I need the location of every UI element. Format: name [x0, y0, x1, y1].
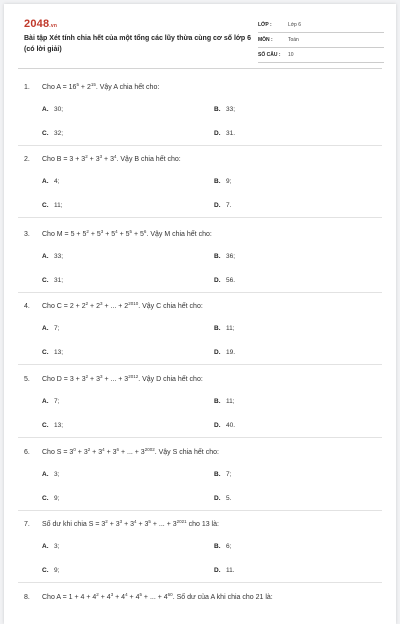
answer-option-d[interactable]: [214, 567, 235, 574]
exponent: 2: [96, 592, 99, 597]
question-number: 7.: [24, 521, 30, 528]
option-text: 31.: [226, 130, 236, 137]
question-number: 4.: [24, 303, 30, 310]
exponent: 6: [143, 229, 147, 234]
question-1: [24, 82, 384, 137]
meta-row-count: SỐ CÂU : 10: [258, 48, 384, 63]
stem-text: + 4: [127, 594, 140, 601]
answer-option-d[interactable]: [214, 277, 235, 284]
stem-text: Cho B = 3 + 3: [42, 156, 86, 163]
question-stem: [24, 154, 384, 166]
exponent: 3: [99, 301, 103, 306]
option-text: 13;: [54, 422, 64, 429]
option-text: 30;: [54, 106, 64, 113]
question-number: 6.: [24, 449, 30, 456]
answer-option-c[interactable]: [42, 567, 59, 574]
answer-option-a[interactable]: [42, 543, 59, 550]
exponent: 2: [85, 154, 88, 159]
option-letter: D.: [214, 202, 221, 209]
exponent: 2: [85, 301, 89, 306]
stem-text: Cho M = 5 + 5: [42, 231, 87, 238]
exponent: 3: [119, 519, 123, 524]
stem-text: + 3: [90, 449, 103, 456]
option-text: 9;: [54, 567, 60, 574]
stem-text: + 2: [88, 303, 100, 310]
meta-row-subject: MÔN : Toán: [258, 33, 384, 48]
question-stem: [24, 301, 384, 313]
stem-text: . Vậy M chia hết cho:: [146, 231, 212, 238]
stem-text: + 2: [78, 84, 91, 91]
option-text: 6;: [226, 543, 232, 550]
question-3: [24, 229, 384, 284]
option-text: 11.: [226, 567, 235, 574]
option-letter: B.: [214, 253, 221, 260]
meta-row-grade: LỚP : Lớp 6: [258, 18, 384, 33]
option-letter: A.: [42, 325, 49, 332]
exponent: 4: [113, 154, 117, 159]
stem-text: + ... + 3: [102, 376, 129, 383]
stem-text: + 5: [103, 231, 116, 238]
exponent: 15: [90, 82, 96, 87]
option-text: 11;: [54, 202, 63, 209]
option-text: 32;: [54, 130, 64, 137]
question-divider: [18, 364, 382, 365]
option-text: 36;: [226, 253, 236, 260]
option-letter: A.: [42, 178, 49, 185]
exponent: 5: [139, 592, 142, 597]
answer-option-a[interactable]: [42, 253, 63, 260]
question-2: [24, 154, 384, 209]
answer-option-d[interactable]: [214, 495, 231, 502]
stem-text: + ... + 4: [141, 594, 168, 601]
option-text: 11;: [226, 325, 235, 332]
option-text: 9;: [226, 178, 232, 185]
option-text: 7;: [226, 471, 232, 478]
question-number: 5.: [24, 376, 30, 383]
stem-text: . Vậy A chia hết cho:: [95, 84, 160, 91]
stem-text: . Số dư của A khi chia cho 21 là:: [172, 594, 273, 601]
stem-text: + ... + 3: [150, 521, 177, 528]
option-text: 7;: [54, 325, 60, 332]
exponent: 3: [110, 592, 114, 597]
stem-text: Cho S = 3: [42, 449, 74, 456]
option-letter: C.: [42, 422, 49, 429]
document-title: Bài tập Xét tính chia hết của một tổng các lũy thừa cùng cơ số lớp 6 (có lời giải): [24, 35, 252, 53]
exponent: 60: [167, 592, 173, 597]
option-text: 11;: [226, 398, 235, 405]
option-text: 56.: [226, 277, 236, 284]
answer-option-a[interactable]: [42, 398, 59, 405]
exponent: 0: [73, 447, 76, 452]
exponent: 2: [105, 519, 108, 524]
option-text: 31;: [54, 277, 64, 284]
answer-option-d[interactable]: [214, 130, 235, 137]
exponent: 2: [86, 229, 89, 234]
option-letter: C.: [42, 277, 49, 284]
question-6: [24, 447, 384, 502]
stem-text: + 3: [107, 521, 120, 528]
option-letter: C.: [42, 202, 49, 209]
option-letter: B.: [214, 398, 221, 405]
exponent: 6: [116, 447, 120, 452]
answer-option-a[interactable]: [42, 178, 59, 185]
option-letter: B.: [214, 471, 221, 478]
question-number: 1.: [24, 84, 30, 91]
option-text: 3;: [54, 543, 60, 550]
answer-option-d[interactable]: [214, 349, 235, 356]
stem-text: + ... + 3: [119, 449, 145, 456]
question-number: 3.: [24, 231, 30, 238]
question-stem: [24, 592, 384, 604]
question-4: [24, 301, 384, 356]
answer-option-c[interactable]: [42, 495, 59, 502]
answer-option-a[interactable]: [42, 325, 59, 332]
option-text: 40.: [226, 422, 236, 429]
question-7: [24, 519, 384, 574]
exponent: 4: [125, 592, 128, 597]
worksheet-page: [4, 4, 396, 624]
answer-option-c[interactable]: [42, 130, 63, 137]
stem-text: + 3: [102, 156, 114, 163]
option-text: 13;: [54, 349, 64, 356]
answer-option-c[interactable]: [42, 349, 63, 356]
option-text: 7.: [226, 202, 232, 209]
stem-text: . Vậy D chia hết cho:: [138, 376, 203, 383]
stem-text: cho 13 là:: [186, 521, 219, 528]
answer-option-b[interactable]: [214, 543, 231, 550]
question-number: 2.: [24, 156, 30, 163]
stem-text: + 3: [88, 376, 100, 383]
option-letter: A.: [42, 106, 49, 113]
stem-text: + 3: [104, 449, 117, 456]
exponent: 3: [100, 229, 104, 234]
header-divider: [18, 68, 382, 69]
question-divider: [18, 217, 382, 218]
option-letter: A.: [42, 398, 49, 405]
question-stem: [24, 374, 384, 386]
question-stem: [24, 82, 384, 94]
exponent: 5: [148, 519, 151, 524]
question-stem: [24, 229, 384, 241]
stem-text: + 3: [87, 156, 100, 163]
stem-text: + 4: [113, 594, 126, 601]
option-letter: D.: [214, 567, 221, 574]
option-letter: C.: [42, 495, 49, 502]
option-text: 3;: [54, 471, 60, 478]
answer-option-c[interactable]: [42, 277, 63, 284]
stem-text: . Vậy C chia hết cho:: [138, 303, 203, 310]
answer-option-b[interactable]: [214, 106, 235, 113]
option-text: 33;: [226, 106, 236, 113]
answer-option-a[interactable]: [42, 106, 63, 113]
question-stem: [24, 447, 384, 459]
stem-text: + 3: [75, 449, 88, 456]
exponent: 2: [87, 447, 91, 452]
exponent: 4: [115, 229, 118, 234]
option-letter: A.: [42, 253, 49, 260]
option-letter: C.: [42, 567, 49, 574]
question-stem: [24, 519, 384, 531]
exponent: 2012: [128, 374, 139, 379]
answer-option-d[interactable]: [214, 202, 231, 209]
question-divider: [18, 145, 382, 146]
exponent: 3: [99, 374, 103, 379]
option-letter: A.: [42, 543, 49, 550]
option-text: 33;: [54, 253, 64, 260]
option-letter: B.: [214, 325, 221, 332]
exponent: 5: [76, 82, 79, 87]
exponent: 5: [129, 229, 133, 234]
stem-text: . Vậy S chia hết cho:: [154, 449, 219, 456]
option-text: 9;: [54, 495, 60, 502]
stem-text: + 3: [122, 521, 135, 528]
answer-option-b[interactable]: [214, 398, 235, 405]
option-letter: D.: [214, 495, 221, 502]
stem-text: Cho A = 16: [42, 84, 77, 91]
option-text: 5.: [226, 495, 232, 502]
option-letter: A.: [42, 471, 49, 478]
option-text: 7;: [54, 398, 60, 405]
option-letter: C.: [42, 130, 49, 137]
exponent: 4: [102, 447, 105, 452]
answer-option-c[interactable]: [42, 422, 63, 429]
option-text: 4;: [54, 178, 60, 185]
question-divider: [18, 582, 382, 583]
answer-option-d[interactable]: [214, 422, 235, 429]
exponent: 2021: [176, 519, 187, 524]
answer-option-b[interactable]: [214, 471, 231, 478]
option-letter: D.: [214, 349, 221, 356]
meta-table: [258, 18, 384, 63]
exponent: 2002: [144, 447, 155, 452]
stem-text: + ... + 2: [102, 303, 129, 310]
question-divider: [18, 510, 382, 511]
option-letter: B.: [214, 106, 221, 113]
question-number: 8.: [24, 594, 30, 601]
stem-text: Số dư khi chia S = 3: [42, 521, 106, 528]
option-letter: B.: [214, 543, 221, 550]
question-divider: [18, 437, 382, 438]
stem-text: + 5: [132, 231, 144, 238]
stem-text: Cho A = 1 + 4 + 4: [42, 594, 97, 601]
answer-option-b[interactable]: [214, 178, 231, 185]
answer-option-b[interactable]: [214, 253, 235, 260]
option-text: 19.: [226, 349, 236, 356]
answer-option-a[interactable]: [42, 471, 59, 478]
stem-text: + 4: [98, 594, 111, 601]
stem-text: Cho D = 3 + 3: [42, 376, 86, 383]
stem-text: + 5: [88, 231, 101, 238]
stem-text: + 3: [136, 521, 149, 528]
answer-option-b[interactable]: [214, 325, 235, 332]
option-letter: D.: [214, 130, 221, 137]
question-5: [24, 374, 384, 429]
exponent: 4: [134, 519, 137, 524]
question-8: [24, 592, 384, 604]
brand-logo[interactable]: 2048.vn: [24, 18, 58, 30]
option-letter: B.: [214, 178, 221, 185]
exponent: 2: [85, 374, 89, 379]
question-divider: [18, 292, 382, 293]
exponent: 2010: [128, 301, 139, 306]
stem-text: Cho C = 2 + 2: [42, 303, 86, 310]
answer-option-c[interactable]: [42, 202, 63, 209]
stem-text: . Vậy B chia hết cho:: [116, 156, 181, 163]
stem-text: + 5: [117, 231, 130, 238]
option-letter: D.: [214, 422, 221, 429]
exponent: 3: [99, 154, 103, 159]
option-letter: D.: [214, 277, 221, 284]
option-letter: C.: [42, 349, 49, 356]
